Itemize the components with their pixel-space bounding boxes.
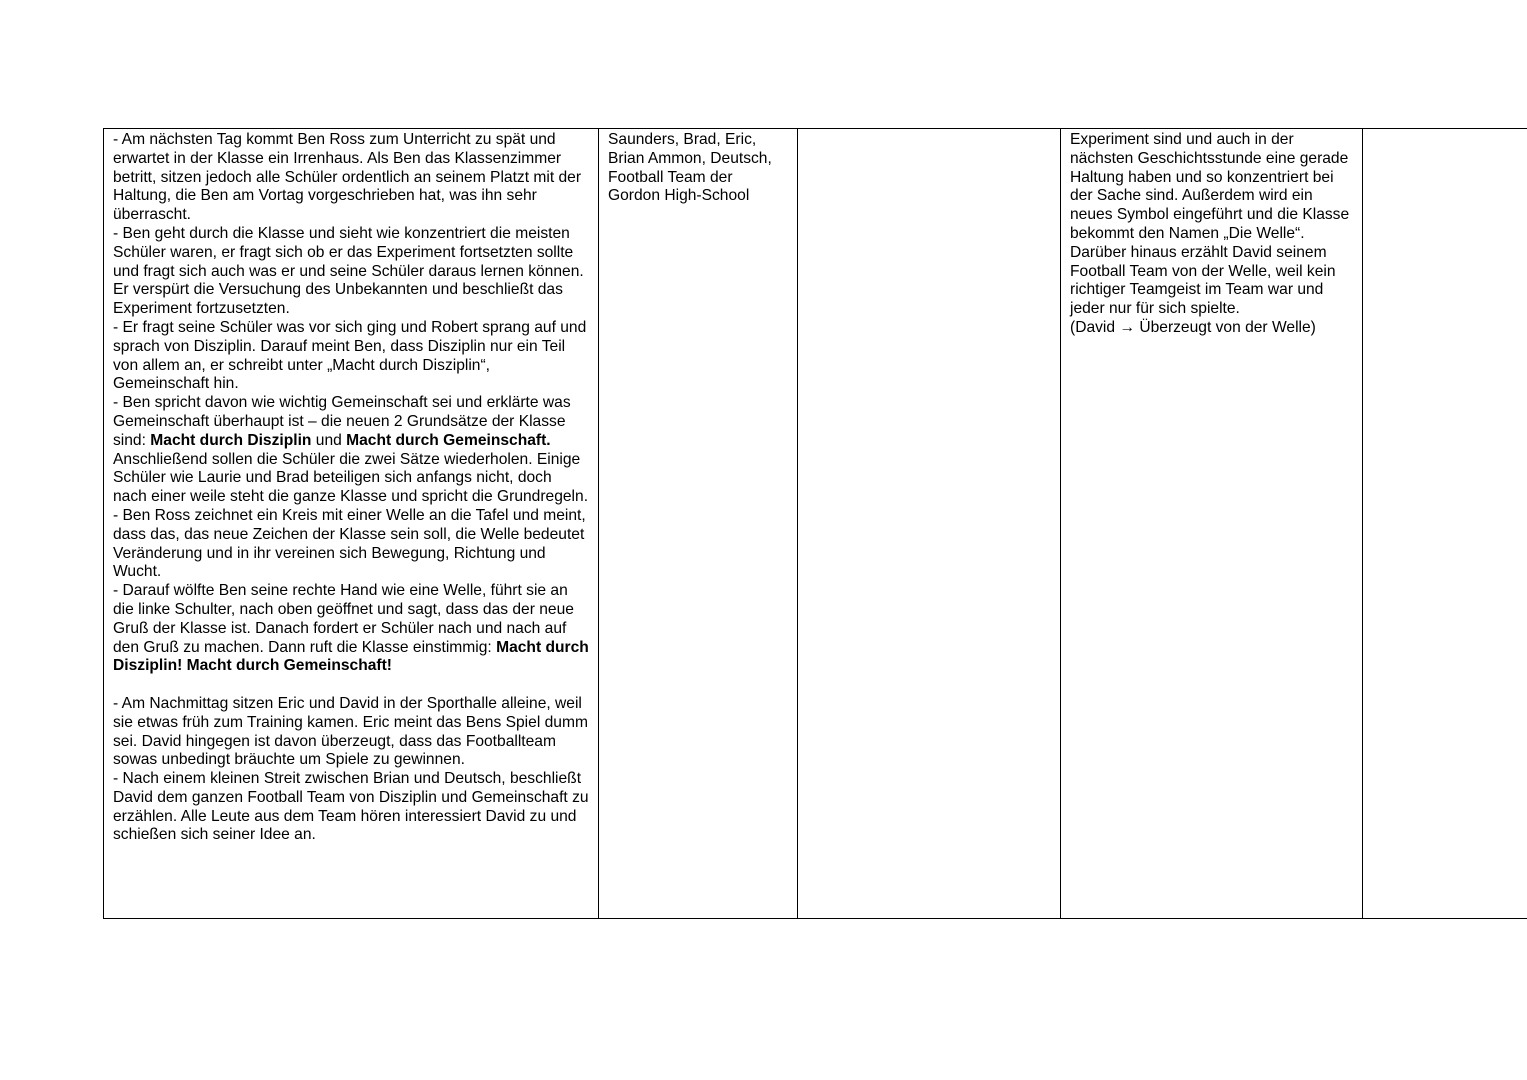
paragraph-4-mid: und [311,431,347,449]
paragraph-7: - Am Nachmittag sitzen Eric und David in der Sporthalle alleine, weil sie etwas früh zum Training kamen. Eric meint das Bens Spiel dumm sei. David hingegen ist davon überzeugt, dass das Footballteam sowas unbedingt bräuchte um Spiele zu gewinnen. [113,694,593,769]
arrow-right-icon: → [1119,318,1135,336]
plot-summary-cell [104,129,599,919]
summary-table [103,128,1527,919]
paragraph-4-bold-2: Macht durch Gemeinschaft. [346,431,551,449]
characters-cell [599,129,798,919]
paragraph-gap [113,676,589,695]
empty-cell-5 [1363,129,1527,919]
interpretation-main: Experiment sind und auch in der nächsten Geschichtsstunde eine gerade Haltung haben und so konzentriert bei der Sache sind. Außerdem wird ein neues Symbol eingeführt und die Klasse bekommt den Namen „Die Welle“. Darüber hinaus erzählt David seinem Football Team von der Welle, weil kein richtiger Teamgeist im Team war und jeder nur für sich spielte. [1070,131,1354,318]
paragraph-4-post: Anschließend sollen die Schüler die zwei Sätze wiederholen. Einige Schüler wie Laurie und Brad beteiligen sich anfangs nicht, doch nach einer weile steht die ganze Klasse und spricht die Grundregeln. [113,431,589,506]
paragraph-8: - Nach einem kleinen Streit zwischen Brian und Deutsch, beschließt David dem ganzen Football Team von Disziplin und Gemeinschaft zu erzählen. Alle Leute aus dem Team hören interessiert David zu und schießen sich seiner Idee an. [113,770,593,844]
interpretation-note-open: (David [1070,318,1120,336]
paragraph-6 [113,582,594,676]
paragraph-5: - Ben Ross zeichnet ein Kreis mit einer Welle an die Tafel und meint, dass das, das neue Zeichen der Klasse sein soll, die Welle bedeutet Veränderung und in ihr vereinen sich Bewegung, Richtung und Wucht. [113,506,591,581]
empty-cell-3 [798,129,1061,919]
interpretation-note-close: Überzeugt von der Welle) [1135,318,1316,336]
paragraph-3: - Er fragt seine Schüler was vor sich ging und Robert sprang auf und sprach von Disziplin. Darauf meint Ben, dass Disziplin nur ein Teil von allem an, er schreibt unter „Macht durch Disziplin“, Gemeinschaft hin. [113,318,591,393]
paragraph-2: - Ben geht durch die Klasse und sieht wie konzentriert die meisten Schüler waren, er fragt sich ob er das Experiment fortsetzten sollte und fragt sich auch was er und seine Schüler daraus lernen können. Er verspürt die Versuchung des Unbekannten und beschließt das Experiment fortzusetzten. [113,224,589,318]
paragraph-4-text: - Ben spricht davon wie wichtig Gemeinschaft sei und erklärte was Gemeinschaft überhaupt ist – die neuen 2 Grundsätze der Klasse sind: [113,394,575,449]
characters-text: Saunders, Brad, Eric, Brian Ammon, Deutsch, Football Team der Gordon High-School [608,131,777,205]
interpretation-cell [1061,129,1363,919]
paragraph-6-text: - Darauf wölfte Ben seine rechte Hand wie eine Welle, führt sie an die linke Schulter, nach oben geöffnet und sagt, dass das der neue Gruß der Klasse ist. Danach fordert er Schüler nach und nach auf den Gruß zu machen. Dann ruft die Klasse einstimmig: [113,582,579,656]
table-row [104,129,1527,919]
paragraph-1: - Am nächsten Tag kommt Ben Ross zum Unterricht zu spät und erwartet in der Klasse ein Irrenhaus. Als Ben das Klassenzimmer betritt, sitzen jedoch alle Schüler ordentlich an seinem Platzt mit der Haltung, die Ben am Vortag vorgeschrieben hat, was ihn sehr überrascht. [113,131,586,224]
paragraph-4 [113,394,589,507]
interpretation-text [1070,131,1353,338]
paragraph-4-bold-1: Macht durch Disziplin [150,431,312,449]
paragraph-6-bold: Macht durch Disziplin! Macht durch Gemeinschaft! [113,638,594,675]
